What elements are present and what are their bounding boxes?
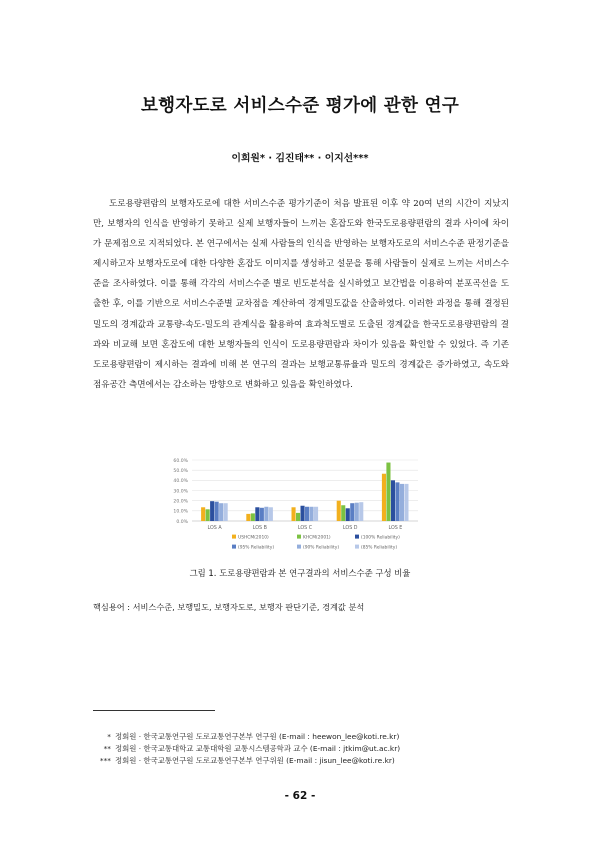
y-tick-label: 40.0% xyxy=(173,479,188,485)
legend-swatch xyxy=(232,545,236,549)
bar xyxy=(359,502,363,521)
x-tick-label: LOS C xyxy=(297,526,313,531)
footnote-divider xyxy=(93,710,215,711)
footnote-1 xyxy=(93,731,399,742)
paper-title: 보행자도로 서비스수준 평가에 관한 연구 xyxy=(140,96,460,116)
legend-label: (95% Reliability) xyxy=(238,545,275,551)
bar xyxy=(355,503,359,521)
bar xyxy=(255,507,259,521)
x-tick-label: LOS D xyxy=(342,526,358,531)
bar xyxy=(350,503,354,521)
footnote-text: 정회원 · 한국교통대학교 교통대학원 교통시스템공학과 교수 (E-mail : jtkim@ut.ac.kr) xyxy=(115,744,401,753)
legend-swatch xyxy=(355,545,359,549)
bar xyxy=(346,508,350,521)
bar xyxy=(210,501,214,521)
y-tick-label: 30.0% xyxy=(173,489,188,495)
author-list: 이희원* · 김진태** · 이지선*** xyxy=(231,153,369,164)
bar xyxy=(382,474,386,521)
figure-caption: 그림 1. 도로용량편람과 본 연구결과의 서비스수준 구성 비율 xyxy=(189,568,411,578)
bar xyxy=(391,480,395,521)
bar xyxy=(201,507,205,521)
footnote-text: 정회원 · 한국교통연구원 도로교통연구본부 연구위원 (E-mail : jisun_lee@koti.re.kr) xyxy=(115,756,395,765)
page-number: - 62 - xyxy=(284,790,316,802)
bar xyxy=(269,507,273,521)
bar xyxy=(404,484,408,521)
legend-swatch xyxy=(355,535,359,539)
bar xyxy=(395,482,399,521)
bar xyxy=(264,507,268,521)
bar xyxy=(337,501,341,521)
bar xyxy=(251,513,255,521)
los-composition-chart xyxy=(160,450,440,562)
abstract-text: 도로용량편람의 보행자도로에 대한 서비스수준 평가기준이 처음 발표된 이후 약 20여 년의 시간이 지났지만, 보행자의 인식을 반영하기 못하고 실제 보행자들이 느끼는 혼잡도와 한국도로용량편람의 결과 사이에 차이가 문제점으로 지적되었다. 본 연구에서는 실제 사람들의 인식을 반영하는 보행자도로의 서비스수준 판정기준을 제시하고자 보행자도로에 대한 다양한 혼잡도 이미지를 생성하고 설문을 통해 사람들이 실제로 느끼는 서비스수준을 조사하였다. 이를 통해 각각의 서비스수준 별로 빈도분석을 실시하였고 보간법을 이용하여 분포곡선을 도출한 후, 이를 기반으로 서비스수준별 교차점을 계산하여 경계밀도값을 산출하였다. 이러한 과정을 통해 결정된 밀도의 경계값과 교통량-속도-밀도의 관계식을 활용하여 효과척도별로 도출된 경계값을 한국도로용량편람의 결과와 비교해 보면 혼잡도에 대한 보행자들의 인식이 도로용량편람과 차이가 있음을 확인할 수 있었다. 즉 기존 도로용량편람이 제시하는 결과에 비해 본 연구의 결과는 보행교통류율과 밀도의 경계값은 증가하였고, 속도와 점유공간 측면에서는 감소하는 방향으로 변화하고 있음을 확인하였다. xyxy=(93,199,509,390)
footnote-2 xyxy=(93,743,400,754)
bar xyxy=(341,505,345,521)
y-tick-label: 60.0% xyxy=(173,458,188,464)
bar xyxy=(386,463,390,521)
bar xyxy=(296,513,300,521)
bar xyxy=(246,514,250,521)
bar xyxy=(305,507,309,521)
y-tick-label: 50.0% xyxy=(173,468,188,474)
bar xyxy=(310,507,314,521)
legend-swatch xyxy=(297,535,301,539)
bar xyxy=(219,503,223,521)
footnote-mark: ** xyxy=(103,744,111,753)
footnote-text: 정회원 · 한국교통연구원 도로교통연구본부 연구원 (E-mail : heewon_lee@koti.re.kr) xyxy=(115,732,400,741)
y-tick-label: 10.0% xyxy=(173,509,188,515)
bar xyxy=(400,484,404,521)
footnote-3 xyxy=(93,755,395,766)
keywords: 핵심용어 : 서비스수준, 보행밀도, 보행자도로, 보행자 판단기준, 경계값 분석 xyxy=(93,602,365,612)
y-tick-label: 20.0% xyxy=(173,499,188,505)
bar xyxy=(292,507,296,521)
bar xyxy=(301,506,305,521)
legend-label: (90% Reliability) xyxy=(303,545,340,551)
bar xyxy=(224,503,228,521)
legend-label: USHCM(2010) xyxy=(238,535,269,541)
y-tick-label: 0.0% xyxy=(176,519,188,525)
legend-swatch xyxy=(297,545,301,549)
x-tick-label: LOS A xyxy=(207,526,222,531)
legend-label: KHCM(2001) xyxy=(303,535,331,541)
bar xyxy=(314,507,318,521)
legend-label: (85% Reliability) xyxy=(361,545,398,551)
bar xyxy=(206,509,210,521)
footnote-mark: * xyxy=(107,732,111,741)
x-tick-label: LOS B xyxy=(252,526,267,531)
bar xyxy=(260,508,264,521)
legend-swatch xyxy=(232,535,236,539)
legend-label: (100% Reliability) xyxy=(361,535,400,541)
bar xyxy=(215,502,219,521)
x-tick-label: LOS E xyxy=(388,526,403,531)
footnote-mark: *** xyxy=(99,756,111,765)
